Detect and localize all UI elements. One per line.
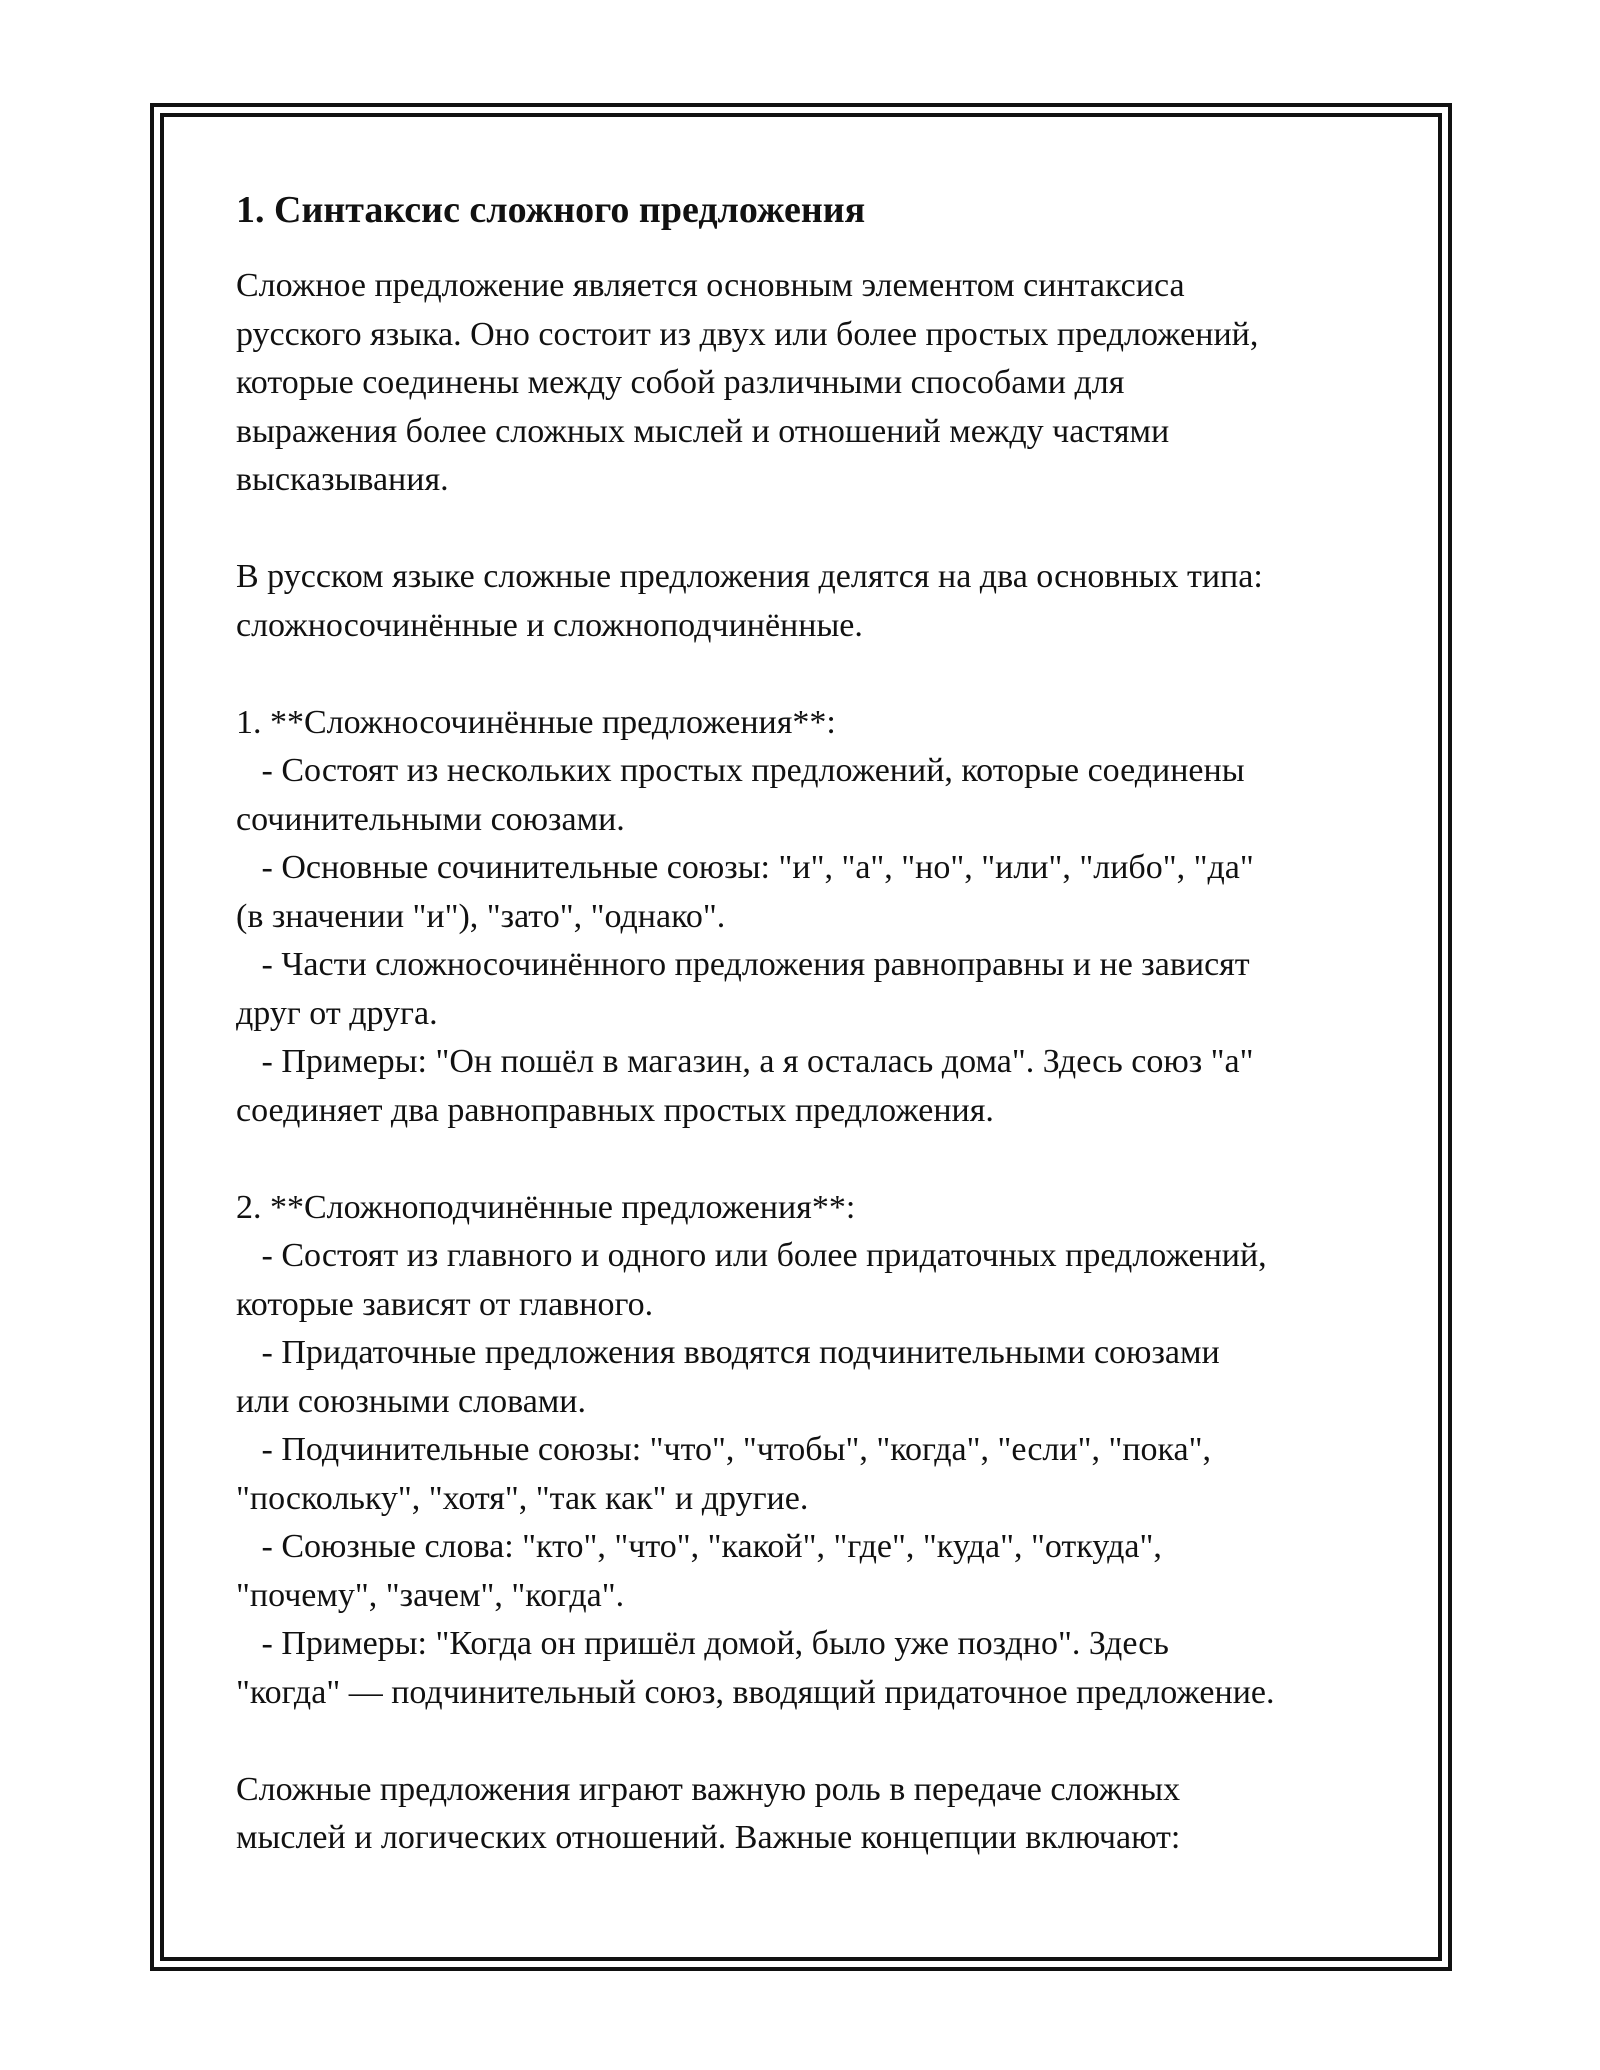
document-body — [236, 186, 1416, 1863]
list-complex-sentences: 2. **Сложноподчинённые предложения**: - Состоят из главного и одного или более придаточных предложений, которые зависят от главного. - Придаточные предложения вводятся подчинительными союзами или союзными словами. - Подчинительные союзы: "что", "чтобы", "когда", "если", "пока", "поскольку", "хотя", "так как" и другие. - Союзные слова: "кто", "что", "какой", "где", "куда", "откуда", "почему", "зачем", "когда". - Примеры: "Когда он пришёл домой, было уже поздно". Здесь "когда" — подчинительный союз, вводящий придаточное предложение. — [236, 1188, 1275, 1711]
list-compound-sentences: 1. **Сложносочинённые предложения**: - Состоят из нескольких простых предложений, которые соединены сочинительными союзами. - Основные сочинительные союзы: "и", "а", "но", "или", "либо", "да" (в значении "и"), "зато", "однако". - Части сложносочинённого предложения равноправны и не зависят друг от друга. - Примеры: "Он пошёл в магазин, а я осталась дома". Здесь союз "а" соединяет два равноправных простых предложения. — [236, 703, 1254, 1129]
section-heading: 1. Синтаксис сложного предложения — [236, 189, 866, 231]
paragraph-intro: Сложное предложение является основным элементом синтаксиса русского языка. Оно состоит из двух или более простых предложений, которые соединены между собой различными способами для выражения более сложных мыслей и отношений между частями высказывания. — [236, 267, 1259, 498]
paragraph-conclusion: Сложные предложения играют важную роль в передаче сложных мыслей и логических отношений. Важные концепции включают: — [236, 1770, 1181, 1856]
paragraph-types: В русском языке сложные предложения делятся на два основных типа: сложносочинённые и сложноподчинённые. — [236, 558, 1263, 644]
